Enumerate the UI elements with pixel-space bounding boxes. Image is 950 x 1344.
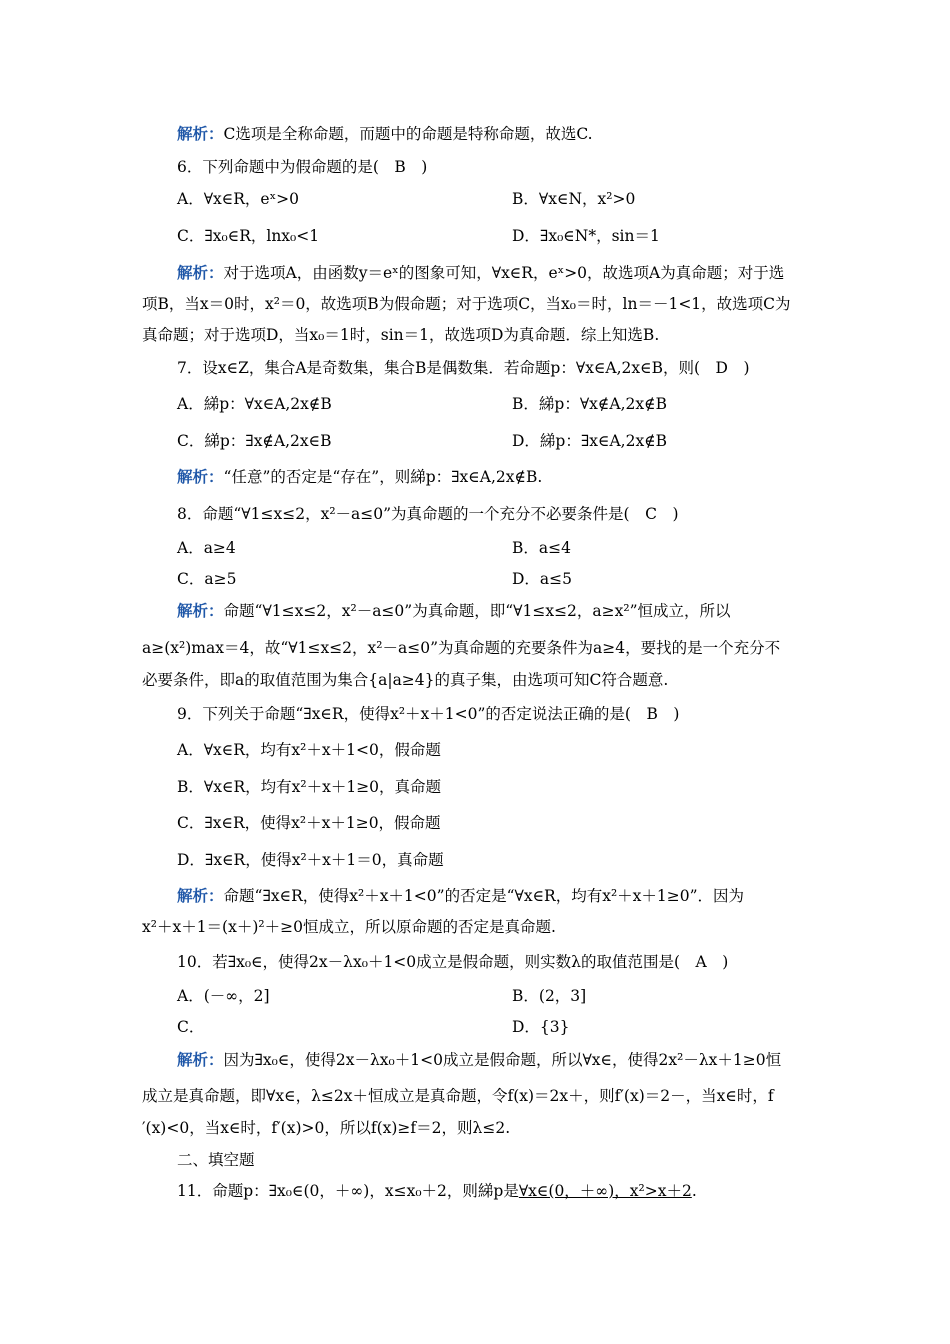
q9-option-d: D．∃x∈R，使得x²＋x＋1＝0，真命题 [177, 851, 444, 869]
question-11-stem: 11．命题p：∃x₀∈(0，＋∞)，x≤x₀＋2，则綈p是∀x∈(0，＋∞)，x²>x＋2. [177, 1182, 697, 1200]
q7-option-c: C．綈p：∃x∉A,2x∈B [177, 432, 332, 450]
analysis-10-line-3: ′(x)<0，当x∈时，f′(x)>0，所以f(x)≥f＝2，则λ≤2. [142, 1119, 511, 1137]
analysis-label: 解析： [177, 124, 224, 143]
section-heading: 二、填空题 [177, 1151, 255, 1169]
question-6-stem: 6．下列命题中为假命题的是( B ) [177, 158, 428, 176]
q8-option-c: C．a≥5 [177, 570, 237, 588]
q8-option-a: A．a≥4 [177, 539, 236, 557]
analysis-6-line-3: 真命题；对于选项D，当x₀＝1时，sin＝1，故选项D为真命题．综上知选B. [142, 326, 660, 344]
q10-option-a: A．(－∞，2] [177, 987, 270, 1005]
q7-option-d: D．綈p：∃x∈A,2x∉B [512, 432, 668, 450]
analysis-8-line-2: a≥(x²)max＝4，故“∀1≤x≤2，x²－a≤0”为真命题的充要条件为a≥4，要找的是一个充分不 [142, 639, 781, 657]
analysis-9-line-2: x²＋x＋1＝(x＋)²＋≥0恒成立，所以原命题的否定是真命题. [142, 918, 556, 936]
q7-option-a: A．綈p：∀x∈A,2x∉B [177, 395, 332, 413]
analysis-7: 解析：“任意”的否定是“存在”，则綈p：∃x∈A,2x∉B. [177, 467, 543, 486]
q7-option-b: B．綈p：∀x∉A,2x∉B [512, 395, 667, 413]
analysis-6-line-2: 项B，当x＝0时，x²＝0，故选项B为假命题；对于选项C，当x₀＝时，ln＝－1<1，故选项C为 [142, 295, 791, 313]
analysis-9-line-1: 解析：命题“∃x∈R，使得x²＋x＋1<0”的否定是“∀x∈R，均有x²＋x＋1≥0”．因为 [177, 886, 745, 905]
analysis-5: 解析：C选项是全称命题，而题中的命题是特称命题，故选C. [177, 124, 593, 143]
q8-option-d: D．a≤5 [512, 570, 573, 588]
analysis-10-line-1: 解析：因为∃x₀∈，使得2x－λx₀＋1<0成立是假命题，所以∀x∈，使得2x²－λx＋1≥0恒 [177, 1050, 782, 1069]
q6-option-b: B．∀x∈N，x²>0 [512, 190, 636, 208]
q6-option-d: D．∃x₀∈N*，sin＝1 [512, 227, 660, 245]
q10-option-b: B．(2，3] [512, 987, 587, 1005]
question-7-stem: 7．设x∈Z，集合A是奇数集，集合B是偶数集．若命题p：∀x∈A,2x∈B，则( D ) [177, 359, 750, 377]
question-10-stem: 10．若∃x₀∈，使得2x－λx₀＋1<0成立是假命题，则实数λ的取值范围是( A ) [177, 953, 729, 971]
question-9-stem: 9．下列关于命题“∃x∈R，使得x²＋x＋1<0”的否定说法正确的是( B ) [177, 705, 680, 723]
q10-option-c: C． [177, 1018, 205, 1036]
q6-option-c: C．∃x₀∈R，lnx₀<1 [177, 227, 320, 245]
q6-option-a: A．∀x∈R，eˣ>0 [177, 190, 300, 208]
q9-option-c: C．∃x∈R，使得x²＋x＋1≥0，假命题 [177, 814, 441, 832]
analysis-8-line-1: 解析：命题“∀1≤x≤2，x²－a≤0”为真命题，即“∀1≤x≤2，a≥x²”恒成立，所以 [177, 601, 731, 620]
analysis-6-line-1: 解析：对于选项A，由函数y＝eˣ的图象可知，∀x∈R，eˣ>0，故选项A为真命题；对于选 [177, 263, 785, 282]
q10-option-d: D．{3} [512, 1018, 570, 1036]
q9-option-b: B．∀x∈R，均有x²＋x＋1≥0，真命题 [177, 778, 442, 796]
question-8-stem: 8．命题“∀1≤x≤2，x²－a≤0”为真命题的一个充分不必要条件是( C ) [177, 505, 679, 523]
q8-option-b: B．a≤4 [512, 539, 571, 557]
q9-option-a: A．∀x∈R，均有x²＋x＋1<0，假命题 [177, 741, 441, 759]
analysis-10-line-2: 成立是真命题，即∀x∈，λ≤2x＋恒成立是真命题，令f(x)＝2x＋，则f′(x)＝2－，当x∈时，f [142, 1087, 774, 1105]
q11-answer: ∀x∈(0，＋∞)，x²>x＋2 [518, 1182, 692, 1200]
analysis-8-line-3: 必要条件，即a的取值范围为集合{a|a≥4}的真子集，由选项可知C符合题意. [142, 671, 669, 689]
